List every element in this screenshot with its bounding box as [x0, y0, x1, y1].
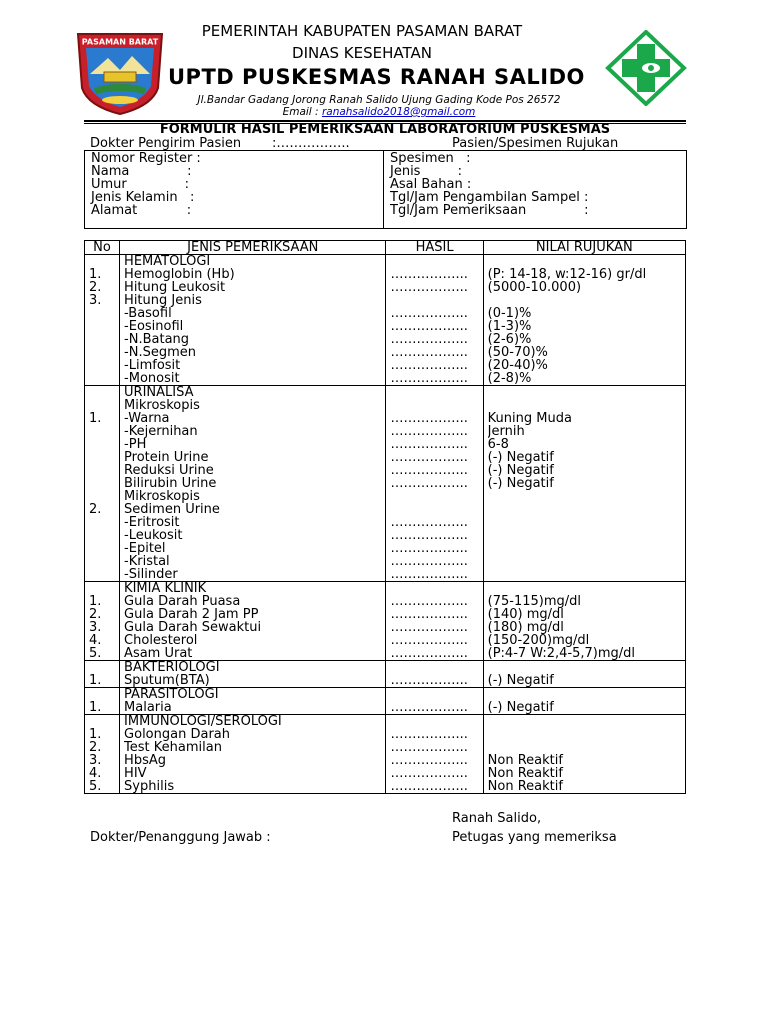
item-result[interactable]: ……………...: [390, 647, 468, 660]
section-cell-no: [85, 582, 120, 661]
col-header-jenis: JENIS PEMERIKSAAN: [120, 241, 386, 255]
item-result: [390, 688, 478, 701]
item-no: [89, 688, 115, 701]
section-cell-hasil: [386, 386, 483, 582]
item-result: [390, 503, 478, 516]
item-no: 4.: [89, 634, 102, 647]
item-result[interactable]: ……………...: [390, 674, 468, 687]
item-no: [89, 542, 115, 555]
table-section-row: [85, 582, 686, 661]
item-result[interactable]: ……………...: [390, 477, 468, 490]
section-cell-jenis: [120, 386, 386, 582]
item-name: Malaria: [124, 701, 172, 714]
item-name: -PH: [124, 438, 147, 451]
item-name: -Warna: [124, 412, 170, 425]
table-header-row: [85, 241, 686, 255]
item-result: [390, 490, 478, 503]
section-cell-no: [85, 386, 120, 582]
item-reference: (150-200)mg/dl: [487, 634, 590, 647]
item-name: Protein Urine: [124, 451, 209, 464]
item-no: 1.: [89, 701, 102, 714]
item-result[interactable]: ……………...: [390, 595, 468, 608]
item-name: -Leukosit: [124, 529, 183, 542]
item-name: -Limfosit: [124, 359, 181, 372]
item-result[interactable]: ……………...: [390, 412, 468, 425]
section-cell-jenis: [120, 688, 386, 715]
item-name: Asam Urat: [124, 647, 193, 660]
item-result[interactable]: ……………...: [390, 754, 468, 767]
email-label: Email :: [282, 106, 322, 118]
item-result[interactable]: ……………...: [390, 542, 468, 555]
item-no: 1.: [89, 595, 102, 608]
item-reference: 6-8: [487, 438, 509, 451]
crest-banner-text: PASAMAN BARAT: [81, 37, 159, 47]
section-cell-no: [85, 255, 120, 386]
patient-field-label: Nomor Register :: [91, 151, 201, 166]
item-name: -Silinder: [124, 568, 178, 581]
item-no: [89, 307, 115, 320]
section-cell-hasil: [386, 582, 483, 661]
item-reference: [488, 516, 681, 529]
item-no: [89, 529, 115, 542]
item-no: [89, 255, 115, 268]
item-reference: [488, 490, 681, 503]
item-reference: [488, 386, 681, 399]
section-cell-hasil: [386, 688, 483, 715]
item-name: Golongan Darah: [124, 728, 230, 741]
item-result: [390, 715, 478, 728]
item-name: -N.Segmen: [124, 346, 196, 359]
header-department: DINAS KESEHATAN: [292, 44, 432, 62]
item-reference: [488, 741, 681, 754]
item-name: Sputum(BTA): [124, 674, 210, 687]
section-cell-jenis: [120, 715, 386, 794]
patient-field-label: Jenis Kelamin :: [91, 190, 195, 205]
header-email-line: [0, 106, 763, 118]
item-reference: Jernih: [487, 425, 525, 438]
doctor-value[interactable]: :……………..: [272, 136, 350, 151]
item-no: 5.: [89, 780, 102, 793]
section-cell-no: [85, 661, 120, 688]
item-no: [89, 438, 115, 451]
item-no: [89, 715, 115, 728]
item-reference: (-) Negatif: [487, 451, 554, 464]
item-result: [390, 294, 478, 307]
item-reference: (2-8)%: [487, 372, 532, 385]
item-result[interactable]: ……………...: [390, 529, 468, 542]
table-section-row: [85, 255, 686, 386]
table-section-row: [85, 688, 686, 715]
section-cell-nilai: [483, 386, 685, 582]
email-link[interactable]: ranahsalido2018@gmail.com: [321, 106, 476, 118]
section-cell-nilai: [483, 688, 685, 715]
item-no: [89, 359, 115, 372]
item-reference: (P:4-7 W:2,4-5,7)mg/dl: [487, 647, 636, 660]
rujukan-label: Pasien/Spesimen Rujukan: [452, 136, 619, 151]
item-name: -Monosit: [124, 372, 180, 385]
item-reference: [488, 582, 681, 595]
item-name: Gula Darah Puasa: [124, 595, 241, 608]
item-no: [89, 516, 115, 529]
item-no: 4.: [89, 767, 102, 780]
item-name: Hitung Jenis: [124, 294, 202, 307]
header-government: PEMERINTAH KABUPATEN PASAMAN BARAT: [201, 22, 523, 40]
item-reference: (1-3)%: [487, 320, 532, 333]
item-result[interactable]: ……………...: [390, 359, 468, 372]
section-cell-nilai: [483, 255, 685, 386]
item-reference: [488, 503, 681, 516]
item-result: [390, 255, 478, 268]
item-reference: (50-70)%: [487, 346, 548, 359]
item-result[interactable]: ……………...: [390, 767, 468, 780]
item-name: Sedimen Urine: [124, 503, 220, 516]
item-no: [89, 464, 115, 477]
item-no: [89, 582, 115, 595]
item-result[interactable]: ……………...: [390, 320, 468, 333]
item-name: -Kristal: [124, 555, 170, 568]
item-result[interactable]: ……………...: [390, 346, 468, 359]
item-reference: (0-1)%: [487, 307, 532, 320]
patient-info-box: [84, 150, 687, 229]
item-reference: [488, 399, 681, 412]
item-no: 2.: [89, 503, 102, 516]
item-result[interactable]: ……………...: [390, 621, 468, 634]
item-reference: (20-40)%: [487, 359, 548, 372]
item-no: 2.: [89, 281, 102, 294]
item-reference: Non Reaktif: [487, 780, 563, 793]
specimen-field-label: Jenis :: [390, 164, 463, 179]
item-no: 1.: [89, 674, 102, 687]
item-reference: [488, 529, 681, 542]
item-name: -Eritrosit: [124, 516, 180, 529]
item-no: [89, 661, 115, 674]
item-reference: [488, 555, 681, 568]
item-name: PARASITOLOGI: [124, 688, 219, 701]
section-cell-nilai: [483, 582, 685, 661]
item-no: [89, 346, 115, 359]
patient-field-label: Alamat :: [91, 203, 192, 218]
info-divider: [383, 151, 384, 228]
item-reference: [488, 568, 681, 581]
item-reference: Kuning Muda: [487, 412, 572, 425]
signature-place: Ranah Salido,: [452, 811, 542, 826]
section-cell-jenis: [120, 661, 386, 688]
item-no: [89, 372, 115, 385]
item-reference: [488, 688, 681, 701]
item-reference: [488, 715, 681, 728]
item-no: [89, 490, 115, 503]
item-reference: (-) Negatif: [487, 701, 554, 714]
item-no: 3.: [89, 294, 102, 307]
item-name: KIMIA KLINIK: [124, 582, 207, 595]
col-header-hasil: HASIL: [386, 241, 483, 255]
item-reference: (-) Negatif: [487, 477, 554, 490]
doctor-label: Dokter Pengirim Pasien: [90, 136, 242, 151]
item-reference: [488, 542, 681, 555]
item-result[interactable]: ……………...: [390, 372, 468, 385]
item-name: Reduksi Urine: [124, 464, 214, 477]
item-reference: (-) Negatif: [487, 674, 554, 687]
item-no: [89, 555, 115, 568]
item-reference: (180) mg/dl: [487, 621, 564, 634]
item-reference: (P: 14-18, w:12-16) gr/dl: [487, 268, 647, 281]
item-no: [89, 320, 115, 333]
col-header-no: No: [85, 241, 120, 255]
item-result[interactable]: ……………...: [390, 464, 468, 477]
col-header-nilai: NILAI RUJUKAN: [483, 241, 685, 255]
item-reference: Non Reaktif: [487, 767, 563, 780]
item-result[interactable]: ……………...: [390, 281, 468, 294]
item-name: Mikroskopis: [124, 490, 200, 503]
header-address: Jl.Bandar Gadang Jorong Ranah Salido Ujung Gading Kode Pos 26572: [197, 94, 561, 106]
patient-field-label: Umur :: [91, 177, 189, 192]
item-result[interactable]: ……………...: [390, 268, 468, 281]
table-section-row: [85, 386, 686, 582]
item-no: [89, 568, 115, 581]
section-cell-hasil: [386, 661, 483, 688]
specimen-field-label: Tgl/Jam Pemeriksaan :: [390, 203, 589, 218]
item-no: 2.: [89, 608, 102, 621]
item-no: [89, 333, 115, 346]
specimen-field-label: Tgl/Jam Pengambilan Sampel :: [390, 190, 589, 205]
item-reference: (140) mg/dl: [487, 608, 564, 621]
item-name: Gula Darah Sewaktui: [124, 621, 262, 634]
signature-officer: Petugas yang memeriksa: [452, 830, 617, 845]
item-reference: (75-115)mg/dl: [487, 595, 581, 608]
item-result[interactable]: ……………...: [390, 701, 468, 714]
item-result[interactable]: ……………...: [390, 780, 468, 793]
item-name: URINALISA: [124, 386, 194, 399]
item-reference: (-) Negatif: [487, 464, 554, 477]
specimen-field-label: Spesimen :: [390, 151, 471, 166]
item-name: -Epitel: [124, 542, 166, 555]
item-result[interactable]: ……………...: [390, 741, 468, 754]
item-reference: Non Reaktif: [487, 754, 563, 767]
item-result: [390, 399, 478, 412]
item-name: -Kejernihan: [124, 425, 198, 438]
item-name: HEMATOLOGI: [124, 255, 211, 268]
section-cell-hasil: [386, 255, 483, 386]
item-no: [89, 451, 115, 464]
item-reference: [488, 661, 681, 674]
signature-doctor: Dokter/Penanggung Jawab :: [90, 830, 271, 845]
item-no: 3.: [89, 754, 102, 767]
patient-field-label: Nama :: [91, 164, 192, 179]
section-cell-no: [85, 688, 120, 715]
item-no: 1.: [89, 412, 102, 425]
item-result: [390, 661, 478, 674]
item-name: Cholesterol: [124, 634, 198, 647]
form-title: FORMULIR HASIL PEMERIKSAAN LABORATORIUM PUSKESMAS: [159, 122, 611, 137]
specimen-field-label: Asal Bahan :: [390, 177, 472, 192]
item-name: HIV: [124, 767, 147, 780]
item-result[interactable]: ……………...: [390, 451, 468, 464]
table-section-row: [85, 661, 686, 688]
item-result[interactable]: ……………...: [390, 568, 468, 581]
item-name: Mikroskopis: [124, 399, 200, 412]
item-reference: [488, 294, 681, 307]
item-no: 5.: [89, 647, 102, 660]
item-result[interactable]: ……………...: [390, 728, 468, 741]
item-name: -Eosinofil: [124, 320, 184, 333]
item-result[interactable]: ……………...: [390, 438, 468, 451]
section-cell-nilai: [483, 661, 685, 688]
section-cell-jenis: [120, 255, 386, 386]
item-no: 3.: [89, 621, 102, 634]
page-title: UPTD PUSKESMAS RANAH SALIDO: [168, 65, 585, 89]
item-result[interactable]: ……………...: [390, 608, 468, 621]
section-cell-jenis: [120, 582, 386, 661]
doctor-row: [90, 136, 690, 151]
item-reference: [488, 728, 681, 741]
item-no: 1.: [89, 728, 102, 741]
section-cell-no: [85, 715, 120, 794]
item-no: [89, 399, 115, 412]
item-result[interactable]: ……………...: [390, 634, 468, 647]
section-cell-nilai: [483, 715, 685, 794]
item-result[interactable]: ……………...: [390, 516, 468, 529]
item-no: 2.: [89, 741, 102, 754]
item-result[interactable]: ……………...: [390, 307, 468, 320]
item-no: [89, 386, 115, 399]
item-result[interactable]: ……………...: [390, 333, 468, 346]
item-reference: (5000-10.000): [487, 281, 582, 294]
item-name: -N.Batang: [124, 333, 190, 346]
item-name: Gula Darah 2 Jam PP: [124, 608, 259, 621]
item-name: -Basofil: [124, 307, 172, 320]
item-reference: (2-6)%: [487, 333, 532, 346]
item-name: Hitung Leukosit: [124, 281, 226, 294]
item-name: Bilirubin Urine: [124, 477, 217, 490]
item-name: Syphilis: [124, 780, 175, 793]
table-section-row: [85, 715, 686, 794]
item-no: [89, 477, 115, 490]
item-name: Hemoglobin (Hb): [124, 268, 235, 281]
item-result: [390, 386, 478, 399]
item-result: [390, 582, 478, 595]
item-name: IMMUNOLOGI/SEROLOGI: [124, 715, 282, 728]
lab-results-table: [84, 240, 686, 794]
item-no: 1.: [89, 268, 102, 281]
item-no: [89, 425, 115, 438]
item-reference: [488, 255, 681, 268]
item-name: HbsAg: [124, 754, 166, 767]
item-name: BAKTERIOLOGI: [124, 661, 220, 674]
item-result[interactable]: ……………...: [390, 555, 468, 568]
item-result[interactable]: ……………...: [390, 425, 468, 438]
section-cell-hasil: [386, 715, 483, 794]
item-name: Test Kehamilan: [124, 741, 222, 754]
